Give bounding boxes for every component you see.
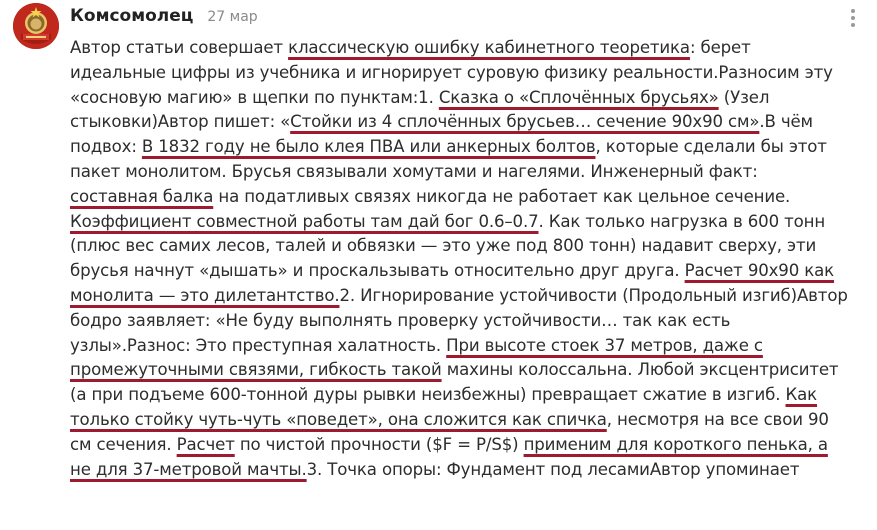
highlighted-text-segment: Стойки из 4 сплочённых брусьев… сечение 90х90 см» <box>290 112 760 132</box>
text-segment: . Как только нагрузка в 600 тонн (плюс вес самих лесов, талей и обвязки — это уже под 800 тонн) надавит сверху, эти брусья начнут «дышать» и проскальзывать относительно друг друга. <box>70 211 826 281</box>
text-segment: на податливых связях никогда не работает как цельное сечение. <box>213 186 791 206</box>
highlighted-text-segment: В 1832 году не было клея ПВА или анкерных болтов <box>141 137 596 157</box>
text-segment: Автор статьи совершает <box>70 38 289 57</box>
highlighted-text-segment: Сказка о «Сплочённых брусьях» <box>438 87 719 107</box>
text-segment: , несмотря на все свои 90 см сечения. <box>70 409 829 454</box>
text-segment: , которые сделали бы этот пакет монолитом. Брусья связывали хомутами и нагелями. Инженерный факт: <box>70 137 827 181</box>
more-menu-button[interactable] <box>838 3 868 33</box>
highlighted-text-segment: Коэффициент совместной работы там дай бог 0.6–0.7 <box>70 211 539 231</box>
avatar[interactable] <box>13 3 59 49</box>
text-segment: по чистой прочности ($F = P/S$) <box>234 434 524 454</box>
komsomol-badge-icon <box>13 3 59 49</box>
more-vertical-icon <box>851 9 855 13</box>
highlighted-text-segment: При высоте стоек 37 метров, даже с промежуточными связями, гибкость такой <box>70 335 763 380</box>
text-segment: : берет идеальные цифры из учебника и игнорирует суровую физику реальности.Разносим эту «сосновую магию» в щепки по пунктам:1. <box>70 38 833 107</box>
text-segment: .В чём подвох: <box>70 112 813 157</box>
text-segment: (Узел стыковки)Автор пишет: « <box>70 87 770 132</box>
more-vertical-icon-dot <box>851 16 855 20</box>
author-name[interactable]: Комсомолец <box>70 6 194 26</box>
highlighted-text-segment: применим для короткого пенька, а не для 37-метровой мачты. <box>70 434 828 479</box>
highlighted-text-segment: Расчет 90х90 как монолита — это дилетантство. <box>70 261 835 305</box>
comment-date: 27 мар <box>207 9 258 25</box>
highlighted-text-segment: Как только стойку чуть-чуть «поведет», она сложится как спичка <box>70 385 818 429</box>
text-segment: 3. Точка опоры: Фундамент под лесамиАвтор упоминает <box>306 459 800 479</box>
highlighted-text-segment: Расчет <box>176 434 235 454</box>
highlighted-text-segment: составная балка <box>70 186 214 206</box>
comment-text <box>70 36 850 482</box>
text-segment: 2. Игнорирование устойчивости (Продольный изгиб)Автор бодро заявляет: «Не буду выполнять проверку устойчивости… так как есть узлы».Разнос: Это преступная халатность. <box>70 285 848 355</box>
comment-header <box>70 6 258 30</box>
highlighted-text-segment: классическую ошибку кабинетного теоретика <box>288 38 690 57</box>
more-vertical-icon-dot <box>851 23 855 27</box>
text-segment: махины колоссальна. Любой эксцентриситет (а при подъеме 600-тонной дуры рывки неизбежны) превращает сжатие в изгиб. <box>70 360 839 405</box>
